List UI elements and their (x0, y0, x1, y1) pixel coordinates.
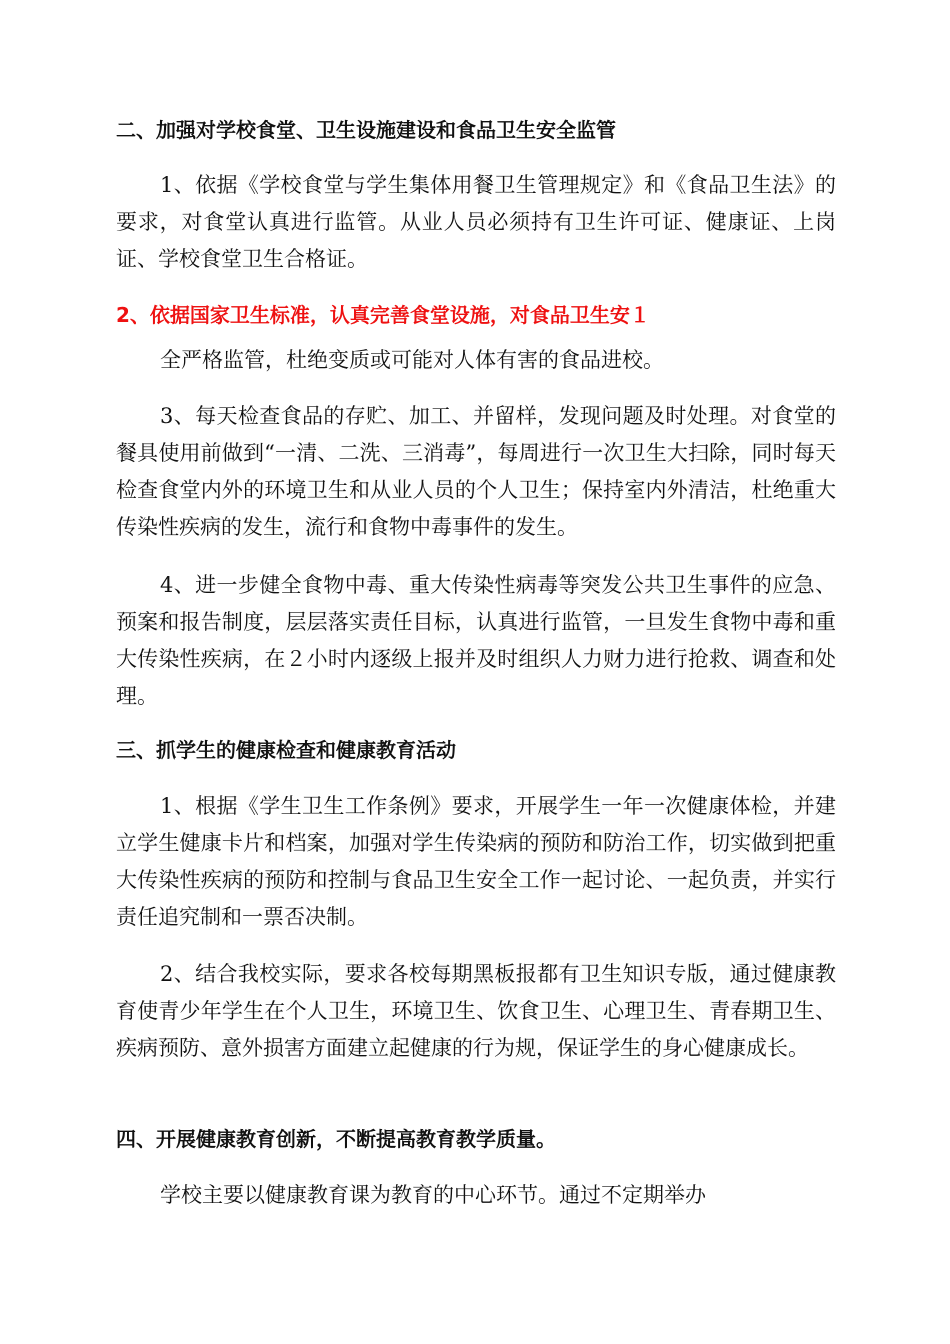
paragraph-daily-inspection: 3、每天检查食品的存贮、加工、并留样，发现问题及时处理。对食堂的餐具使用前做到“一清、二洗、三消毒”，每周进行一次卫生大扫除，同时每天检查食堂内外的环境卫生和从业人员的个人卫生；保持室内外清洁，杜绝重大传染性疾病的发生，流行和食物中毒事件的发生。 (116, 404, 836, 539)
paragraph-health-education: 2、结合我校实际，要求各校每期黑板报都有卫生知识专版，通过健康教育使青少年学生在个人卫生，环境卫生、饮食卫生、心理卫生、青春期卫生、疾病预防、意外损害方面建立起健康的行为规，保证学生的身心健康成长。 (116, 962, 836, 1060)
red-highlighted-paragraph: 2、依据国家卫生标准，认真完善食堂设施，对食品卫生安１ (116, 303, 650, 327)
paragraph-health-course: 学校主要以健康教育课为教育的中心环节。通过不定期举办 (160, 1183, 706, 1207)
paragraph-canteen-regulations: 1、依据《学校食堂与学生集体用餐卫生管理规定》和《食品卫生法》的要求，对食堂认真进行监管。从业人员必须持有卫生许可证、健康证、上岗证、学校食堂卫生合格证。 (116, 173, 836, 271)
section-heading-4: 四、开展健康教育创新，不断提高教育教学质量。 (116, 1127, 556, 1151)
section-heading-2: 二、加强对学校食堂、卫生设施建设和食品卫生安全监管 (116, 118, 616, 142)
paragraph-health-check: 1、根据《学生卫生工作条例》要求，开展学生一年一次健康体检，并建立学生健康卡片和档案，加强对学生传染病的预防和防治工作，切实做到把重大传染性疾病的预防和控制与食品卫生安全工作一起讨论、一起负责，并实行责任追究制和一票否决制。 (116, 794, 836, 929)
section-heading-3: 三、抓学生的健康检查和健康教育活动 (116, 738, 456, 762)
paragraph-emergency-plan: 4、进一步健全食物中毒、重大传染性病毒等突发公共卫生事件的应急、预案和报告制度，层层落实责任目标，认真进行监管，一旦发生食物中毒和重大传染性疾病，在２小时内逐级上报并及时组织人力财力进行抢救、调查和处理。 (116, 573, 836, 708)
paragraph-continuation: 全严格监管，杜绝变质或可能对人体有害的食品进校。 (160, 348, 664, 372)
